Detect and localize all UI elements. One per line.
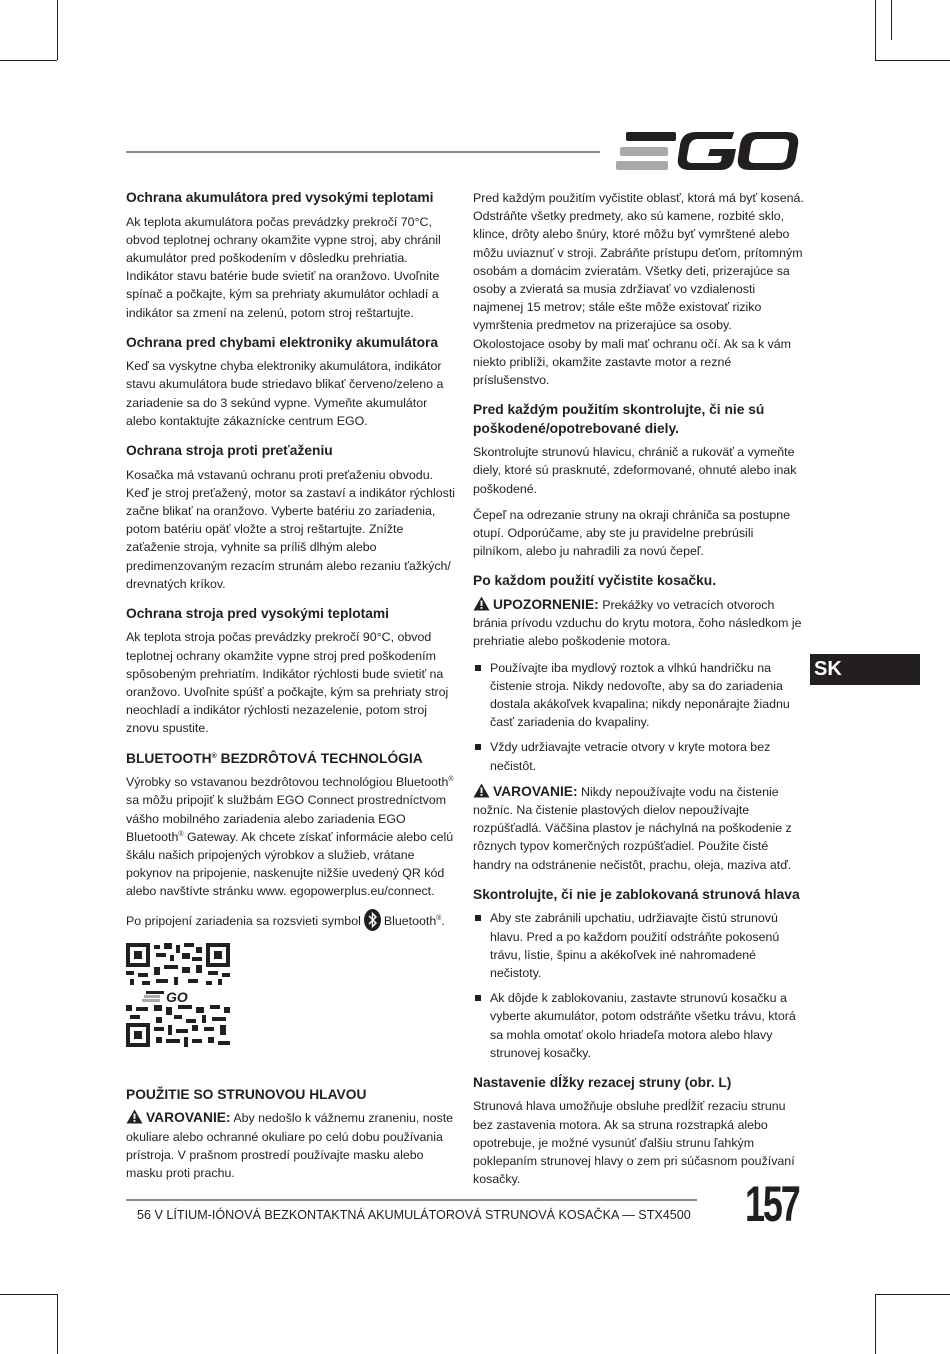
crop-mark (0, 60, 57, 61)
section-machine-temp (126, 605, 456, 738)
section-heading: Pred každým použitím skontrolujte, či nie sú poškodené/opotrebované diely. (473, 402, 765, 436)
bluetooth-heading: BLUETOOTH® BEZDRÔTOVÁ TECHNOLÓGIA (126, 750, 423, 766)
section-intro (473, 189, 805, 389)
section-body: Kosačka má vstavanú ochranu proti preťaženiu obvodu. Keď je stroj preťažený, motor sa zastaví a indikátor rýchlosti začne blikať na oranžovo. Vyberte batériu zo zariadenia, potom batériu opäť vložte a stroj reštartujte. Znížte zaťaženie stroja, vyhnite sa príliš dlhým alebo predimenzovaným rezacím strunám alebo rezaniu ťažkých/ drevnatých kríkov. (126, 467, 456, 591)
list-item: Vždy udržiavajte vetracie otvory v kryte motora bez nečistôt. (473, 738, 805, 774)
section-heading: Nastavenie dĺžky rezacej struny (obr. L) (473, 1074, 732, 1090)
language-tab: SK (810, 654, 920, 685)
cleaning-list (473, 659, 805, 775)
section-heading: POUŽITIE SO STRUNOVOU HLAVOU (126, 1086, 367, 1102)
crop-mark (875, 60, 950, 61)
list-item: Používajte iba mydlový roztok a vlhkú handričku na čistenie stroja. Nikdy nedovoľte, aby sa do zariadenia dostala akákoľvek kvapalina; nikdy neponárajte žiadnu časť zariadenia do kvapaliny. (473, 659, 805, 732)
warning-icon (473, 783, 490, 798)
crop-mark (57, 1294, 58, 1354)
section-check-parts (473, 401, 805, 560)
crop-mark (57, 0, 58, 60)
section-heading: Ochrana pred chybami elektroniky akumulátora (126, 334, 439, 350)
crop-mark (875, 1294, 876, 1354)
page-number: 157 (745, 1176, 799, 1232)
section-heading: Ochrana stroja pred vysokými teplotami (126, 605, 389, 621)
section-heading: Po každom použití vyčistite kosačku. (473, 573, 717, 589)
crop-mark (891, 0, 892, 40)
bluetooth-body: Výrobky so vstavanou bezdrôtovou technológiou Bluetooth® sa môžu pripojiť k službám EGO Connect prostredníctvom vášho mobilného zariadenia alebo zariadenia EGO Bluetooth® Gateway. Ak chcete získať informácie alebo celú škálu našich pripojených výrobkov a služieb, vrátane pokynov na pripojenie, naskenujte nižšie uvedený QR kód alebo navštívte stránku www. egopowerplus.eu/connect. (126, 775, 454, 899)
bluetooth-symbol-note: Po pripojení zariadenia sa rozsvieti symbol Bluetooth®. (126, 909, 456, 931)
section-string-head-usage (126, 1086, 456, 1182)
section-bluetooth (126, 750, 456, 1074)
section-body: Strunová hlava umožňuje obsluhe predĺžiť rezaciu strunu bez zastavenia motora. Ak sa struna rozstrapká alebo opotrebuje, je možné vysunúť ďalšiu strunu ľahkým poklepaním strunovej hlavy o zem pri súčasnom používaní kosačky. (473, 1099, 795, 1187)
bluetooth-icon (364, 909, 381, 931)
section-clean (473, 572, 805, 873)
crop-mark (875, 1294, 950, 1295)
section-body: Ak teplota akumulátora počas prevádzky prekročí 70°C, obvod teplotnej ochrany okamžite vypne stroj, aby chránil akumulátor pred poškodením v dôsledku prehriatia. Indikátor stavu batérie bude svietiť na oranžovo. Uvoľnite spínač a počkajte, kým sa prehriaty akumulátor ochladí a indikátor sa zmení na zelenú, potom stroj reštartujte. (126, 214, 441, 320)
section-line-length (473, 1074, 805, 1189)
section-battery-electronics (126, 334, 456, 430)
section-body: Ak teplota stroja počas prevádzky prekročí 90°C, obvod teplotnej ochrany okamžite vypne stroj pred poškodením spôsobeným prehriatím. Indikátor rýchlosti bude svietiť na oranžovo. Uvoľnite spúšť a počkajte, kým sa prehriaty stroj neochladí a indikátor rýchlosti nezazelenie, potom stroj znovu spustite. (126, 630, 449, 736)
left-column (126, 189, 456, 1194)
section-battery-temp (126, 189, 456, 322)
warning-icon (126, 1109, 143, 1124)
section-body: Keď sa vyskytne chyba elektroniky akumulátora, indikátor stavu akumulátora bude striedavo blikať červeno/zeleno a zariadenie sa do 3 sekúnd vypne. Vymeňte akumulátor alebo kontaktujte zákaznícke centrum EGO. (126, 359, 444, 428)
crop-mark (0, 1294, 57, 1295)
qr-code (126, 943, 232, 1047)
caution-paragraph: UPOZORNENIE: Prekážky vo vetracích otvoroch bránia prívodu vzduchu do krytu motora, čoho následkom je prehriatie alebo poškodenie motora. (473, 596, 802, 649)
section-body: Skontrolujte strunovú hlavicu, chránič a rukoväť a vymeňte diely, ktoré sú prasknuté, zdeformované, ohnuté alebo inak poškodené. (473, 445, 797, 496)
list-item: Aby ste zabránili upchatiu, udržiavajte čistú strunovú hlavu. Pred a po každom použití odstráňte pokosenú trávu, lístie, špinu a akékoľvek iné nahromadené nečistoty. (473, 909, 805, 982)
list-item: Ak dôjde k zablokovaniu, zastavte strunovú kosačku a vyberte akumulátor, potom odstráňte všetku trávu, ktorá sa mohla omotať okolo hriadeľa motora alebo hlavy strunovej kosačky. (473, 989, 805, 1062)
footer-title: 56 V LÍTIUM-IÓNOVÁ BEZKONTAKTNÁ AKUMULÁTOROVÁ STRUNOVÁ KOSAČKA — STX4500 (137, 1208, 691, 1222)
svg-text:GO: GO (166, 988, 188, 1005)
warning-icon (473, 596, 490, 611)
warning-paragraph: VAROVANIE: Aby nedošlo k vážnemu zraneniu, noste okuliare alebo ochranné okuliare po celú dobu používania prístroja. V prašnom prostredí používajte masku alebo masku proti prachu. (126, 1110, 454, 1180)
header-rule (126, 151, 600, 153)
blocked-list (473, 909, 805, 1062)
section-blocked-head (473, 886, 805, 1062)
crop-mark (875, 0, 876, 60)
section-overload (126, 442, 456, 593)
section-heading: Ochrana akumulátora pred vysokými teplotami (126, 190, 434, 205)
right-column (473, 189, 805, 1200)
footer-rule (126, 1199, 697, 1201)
warning-paragraph: VAROVANIE: Nikdy nepoužívajte vodu na čistenie nožníc. Na čistenie plastových dielov nepoužívajte rozpúšťadlá. Väčšina plastov je náchylná na poškodenie z rôznych typov komerčných rozpúšťadiel. Použite čisté handry na odstránenie nečistôt, prachu, oleja, maziva atď. (473, 783, 792, 872)
ego-logo (616, 129, 800, 173)
section-heading: Ochrana stroja proti preťaženiu (126, 443, 333, 459)
section-heading: Skontrolujte, či nie je zablokovaná strunová hlava (473, 886, 800, 902)
intro-body: Pred každým použitím vyčistite oblasť, ktorá má byť kosená. Odstráňte všetky predmety, ako sú kamene, rozbité sklo, klince, drôty alebo šnúry, ktoré môžu byť vymrštené alebo môžu uviaznuť v stroji. Zabráňte prístupu deťom, prítomným osobám a domácim zvieratám. Všetky deti, prizerajúce sa osoby a zvieratá sa musia zdržiavať vo vzdialenosti najmenej 15 metrov; stále ešte môže existovať riziko vymrštenia predmetov na prizerajúce sa osoby. Okolostojace osoby by mali mať ochranu očí. Ak sa k vám niekto priblíži, okamžite zastavte motor a rezné príslušenstvo. (473, 191, 804, 388)
section-body: Čepeľ na odrezanie struny na okraji chrániča sa postupne otupí. Odporúčame, aby ste ju pravidelne prebrúsili pilníkom, alebo ju nahradili za novú čepeľ. (473, 507, 791, 559)
